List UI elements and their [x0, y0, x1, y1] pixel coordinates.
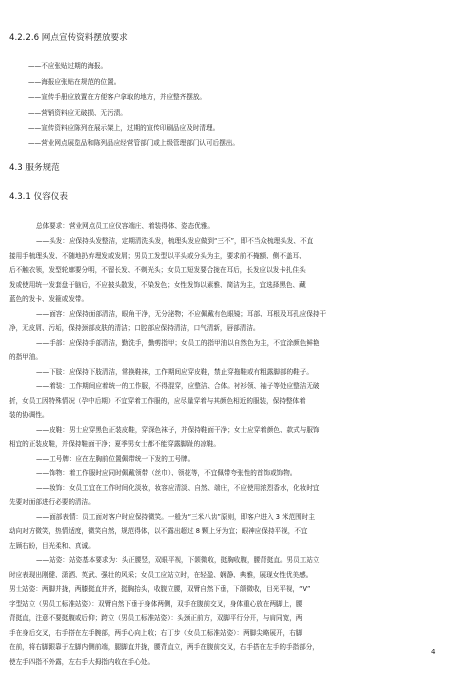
list-item: ——营业网点展览品和陈列品应经营管部门或上级管理部门认可后摆出。: [28, 139, 239, 147]
paragraph-line: 总体要求：营业网点员工应仪容端庄、着装得体、姿态优雅。: [36, 222, 215, 230]
paragraph-line: ——皮鞋：男士应穿黑色正装皮鞋，穿深色袜子，并保持鞋面干净；女士应穿着颜色、款式与服饰: [36, 426, 320, 434]
paragraph-line: 净，无皮屑、污垢，保持颈部皮肤的清洁；口腔部应保持清洁，口气清新，唇部清洁。: [9, 324, 260, 332]
paragraph-line: 男士站姿：两脚并拢，两膝挺直并齐，挺胸抬头，收腹立腰，双臂自然下垂，下颌微收，目光平视，“V”: [9, 585, 311, 593]
paragraph-line: 蓝色的发卡、发箍或发带。: [9, 295, 89, 303]
paragraph-line: 折，女员工因特殊情况（孕中后期）不宜穿着工作服的，应尽量穿着与其颜色相近的服装，保持整体着: [9, 397, 306, 405]
paragraph-line: 装的协调性。: [9, 411, 49, 419]
list-item: ——宣传资料应陈列在展示架上，过期的宣传印刷品应及时清理。: [28, 124, 220, 132]
paragraph-line: 字型站立（男员工标准站姿）：双臂自然下垂于身体两侧，双手在腹前交叉，身体重心放在两脚上，腰: [9, 600, 303, 608]
section-heading-431: 4.3.1 仪容仪表: [9, 192, 68, 202]
paragraph-line: 接用手梳理头发、不随地扔弃理发或发屑；男员工发型以平头或分头为主，要求前不掩额、侧不盖耳、: [9, 252, 306, 260]
paragraph-line: 发或使用统一发套盘于脑后，不应披头散发，不染发色；女性发饰以素雅、简洁为主，宜选择黑色、藏: [9, 281, 306, 289]
paragraph-line: 后不触衣领，发型轮廓要分明，不留长发、不剃光头；女员工短发要合拢在耳后，长发应以发卡扎住头: [9, 266, 306, 274]
list-item: ——营销资料应无破损、无污渍。: [28, 109, 127, 117]
paragraph-line: 左顾右盼，目光柔和、真诚。: [9, 542, 95, 550]
paragraph-line: 动向对方微笑，热情适度，微笑自然，规范得体，以不露出超过 8 颗上牙为宜；眼神应保持平视，不宜: [9, 527, 308, 535]
paragraph-line: ——下肢：应保持下肢清洁，常换鞋袜，工作期间应穿皮鞋，禁止穿拖鞋或有粗露脚部的鞋子。: [36, 368, 313, 376]
paragraph-line: 手在身后交叉，右手搭在左手腕部，两手心向上收；右丁步（女员工标准站姿）：两脚尖略展开，右脚: [9, 629, 303, 637]
paragraph-line: 的指甲油。: [9, 353, 42, 361]
list-item: ——海报应张贴在规范的位置。: [28, 78, 121, 86]
paragraph-line: 时应表现出刚健、潇洒、英武、强壮的风采；女员工应站立时，在轻盈、娴静、典雅，展现女性优美感。: [9, 571, 313, 579]
paragraph-line: ——站姿：站姿基本要求为：头正腰竖，双眼平视，下颌微收，挺胸收腹，腰背挺直。男员工站立: [36, 556, 320, 564]
section-heading-4226: 4.2.2.6 网点宣传资料摆放要求: [9, 33, 128, 43]
paragraph-line: 使左手四指不外露，左右手大拇指内收在手心处。: [9, 658, 155, 666]
paragraph-line: ——手部：应保持手部清洁，勤洗手，勤剪指甲；女员工的指甲油以自然色为主，不宜涂颜色鲜艳: [36, 339, 320, 347]
list-item: ——不应张贴过期的海报。: [28, 62, 108, 70]
section-heading-43: 4.3 服务规范: [9, 163, 60, 173]
paragraph-line: ——工号牌：应在左胸前位置佩带统一下发的工号牌。: [36, 455, 195, 463]
paragraph-line: 背挺直，注意不要挺腹或后仰；跨立（男员工标准站姿）：头颈正前方，双脚平行分开，与肩同宽，两: [9, 614, 303, 622]
paragraph-line: 在前，将右脚跟靠于左脚内侧前端，腿脚直并拢，腰背直立，两手在腹前交叉，右手搭在左手的手指部分，: [9, 643, 319, 651]
paragraph-line: ——妆饰：女员工宜在工作时间化淡妆，妆容应清淡、自然、端庄，不应使用浓烈香水，化妆时宜: [36, 484, 320, 492]
paragraph-line: ——面容：应保持面部清洁，眼角干净，无分泌物；不应佩戴有色眼镜；耳部、耳根及耳孔应保持干: [36, 310, 327, 318]
paragraph-line: 相宜的正装皮鞋，并保持鞋面干净；夏季男女士都不能穿露脚趾的凉鞋。: [9, 440, 220, 448]
paragraph-line: ——着装：工作期间应着统一的工作服，不得混穿，应整洁、合体。衬衫领、袖子等处应整洁无破: [36, 382, 320, 390]
paragraph-line: 先要对面部进行必要的清洁。: [9, 498, 95, 506]
paragraph-line: ——面部表情：员工面对客户时应保持微笑。一般为“三米八齿”原则，即客户进入 3 米范围时主: [36, 513, 315, 521]
paragraph-line: ——饰物：着工作服时应同时佩戴领带（丝巾）、领花等，不宜佩带夸张性的首饰或饰物。: [36, 469, 297, 477]
paragraph-line: ——头发：应保持头发整洁，定期清洗头发，梳理头发应做到“三不”，即不当众梳理头发、不直: [36, 237, 314, 245]
page-number: 4: [431, 648, 436, 656]
list-item: ——宣传手册应放置在方便客户拿取的地方，并应整齐摆放。: [28, 93, 207, 101]
